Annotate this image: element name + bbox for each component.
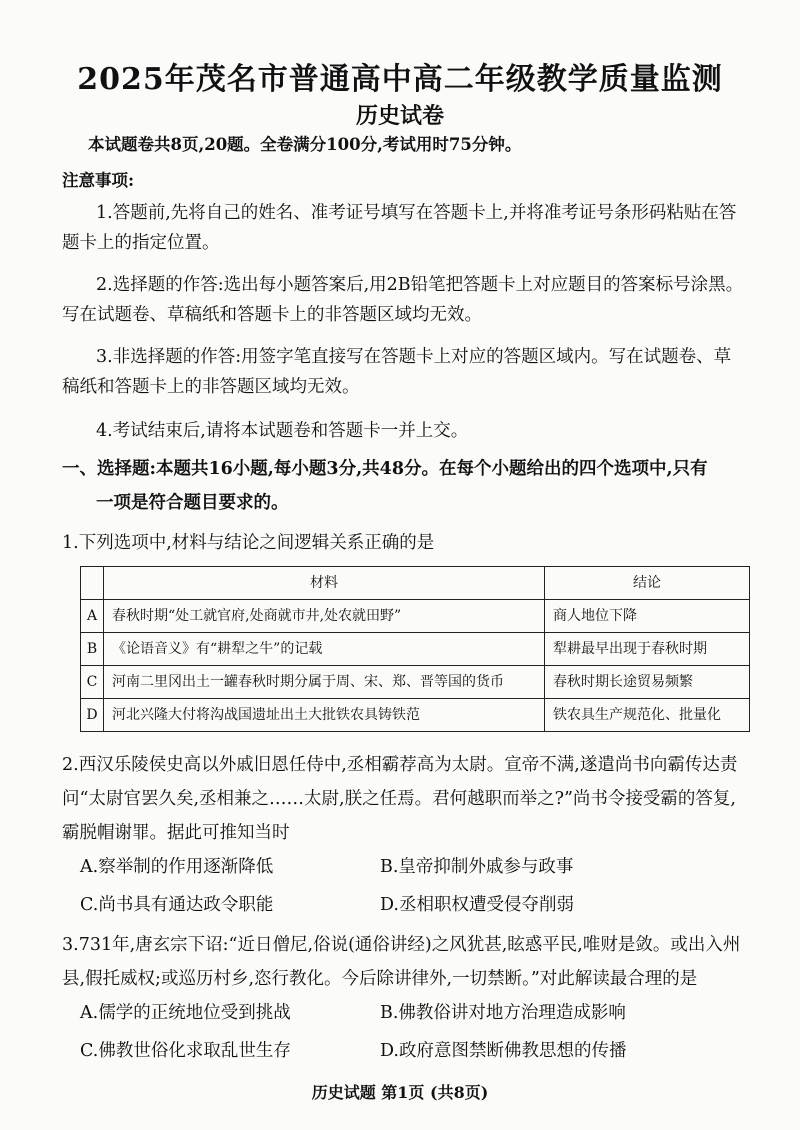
row-conclusion: 铁农具生产规范化、批量化 — [545, 699, 750, 732]
row-material: 河北兴隆大付将沟战国遗址出土大批铁农具铸铁范 — [104, 699, 545, 732]
row-letter: D — [81, 699, 104, 732]
question-2-stem: 2.西汉乐陵侯史高以外戚旧恩任侍中,丞相霸荐高为太尉。宣帝不满,遂遣尚书向霸传达责问“太尉官罢久矣,丞相兼之……太尉,朕之任焉。君何越职而举之?”尚书令接受霸的答复,霸脱帽谢罪。据此可推知当时 — [62, 755, 738, 843]
table-row — [81, 600, 750, 633]
row-conclusion: 商人地位下降 — [545, 600, 750, 633]
table-header-blank — [81, 567, 104, 600]
option-a: A.察举制的作用逐渐降低 — [80, 857, 274, 877]
table-row — [81, 699, 750, 732]
notice-item-1: 1.答题前,先将自己的姓名、准考证号填写在答题卡上,并将准考证号条形码粘贴在答题卡上的指定位置。 — [62, 203, 737, 253]
row-letter: B — [81, 633, 104, 666]
row-letter: C — [81, 666, 104, 699]
notice-item-4: 4.考试结束后,请将本试题卷和答题卡一并上交。 — [96, 421, 469, 441]
notice-heading: 注意事项: — [62, 171, 135, 190]
option-a: A.儒学的正统地位受到挑战 — [80, 1003, 291, 1023]
notice-item-2: 2.选择题的作答:选出每小题答案后,用2B铅笔把答题卡上对应题目的答案标号涂黑。写在试题卷、草稿纸和答题卡上的非答题区域均无效。 — [62, 275, 744, 325]
question-1-table — [80, 566, 750, 732]
table-header-conclusion: 结论 — [545, 567, 750, 600]
row-material: 河南二里冈出土一罐春秋时期分属于周、宋、郑、晋等国的货币 — [104, 666, 545, 699]
row-letter: A — [81, 600, 104, 633]
section-1-line-1: 一、选择题:本题共16小题,每小题3分,共48分。在每个小题给出的四个选项中,只有 — [62, 459, 708, 479]
table-header-material: 材料 — [104, 567, 545, 600]
table-header-row — [81, 567, 750, 600]
option-c: C.佛教世俗化求取乱世生存 — [80, 1041, 291, 1061]
exam-subtitle: 历史试卷 — [355, 103, 444, 129]
row-material: 春秋时期“处工就官府,处商就市井,处农就田野” — [104, 600, 545, 633]
row-material: 《论语音义》有“耕犁之牛”的记载 — [104, 633, 545, 666]
option-d: D.政府意图禁断佛教思想的传播 — [380, 1041, 627, 1061]
option-b: B.皇帝抑制外戚参与政事 — [380, 857, 574, 877]
option-b: B.佛教俗讲对地方治理造成影响 — [380, 1003, 626, 1023]
section-1-line-2: 一项是符合题目要求的。 — [96, 493, 289, 513]
table-row — [81, 633, 750, 666]
page-footer: 历史试题 第1页 (共8页) — [311, 1083, 489, 1102]
table-row — [81, 666, 750, 699]
section-1-heading — [62, 452, 752, 520]
option-c: C.尚书具有通达政令职能 — [80, 895, 274, 915]
exam-title: 2025年茂名市普通高中高二年级教学质量监测 — [77, 62, 723, 97]
notice-item-3: 3.非选择题的作答:用签字笔直接写在答题卡上对应的答题区域内。写在试题卷、草稿纸和答题卡上的非答题区域均无效。 — [62, 347, 732, 397]
question-1-stem: 1.下列选项中,材料与结论之间逻辑关系正确的是 — [62, 533, 435, 553]
question-3-stem: 3.731年,唐玄宗下诏:“近日僧尼,俗说(通俗讲经)之风犹甚,眩惑平民,唯财是敛。或出入州县,假托威权;或巡历村乡,恣行教化。今后除讲律外,一切禁断。”对此解读最合理的是 — [62, 935, 741, 989]
exam-meta: 本试题卷共8页,20题。全卷满分100分,考试用时75分钟。 — [88, 135, 522, 154]
row-conclusion: 犁耕最早出现于春秋时期 — [545, 633, 750, 666]
option-d: D.丞相职权遭受侵夺削弱 — [380, 895, 574, 915]
row-conclusion: 春秋时期长途贸易频繁 — [545, 666, 750, 699]
